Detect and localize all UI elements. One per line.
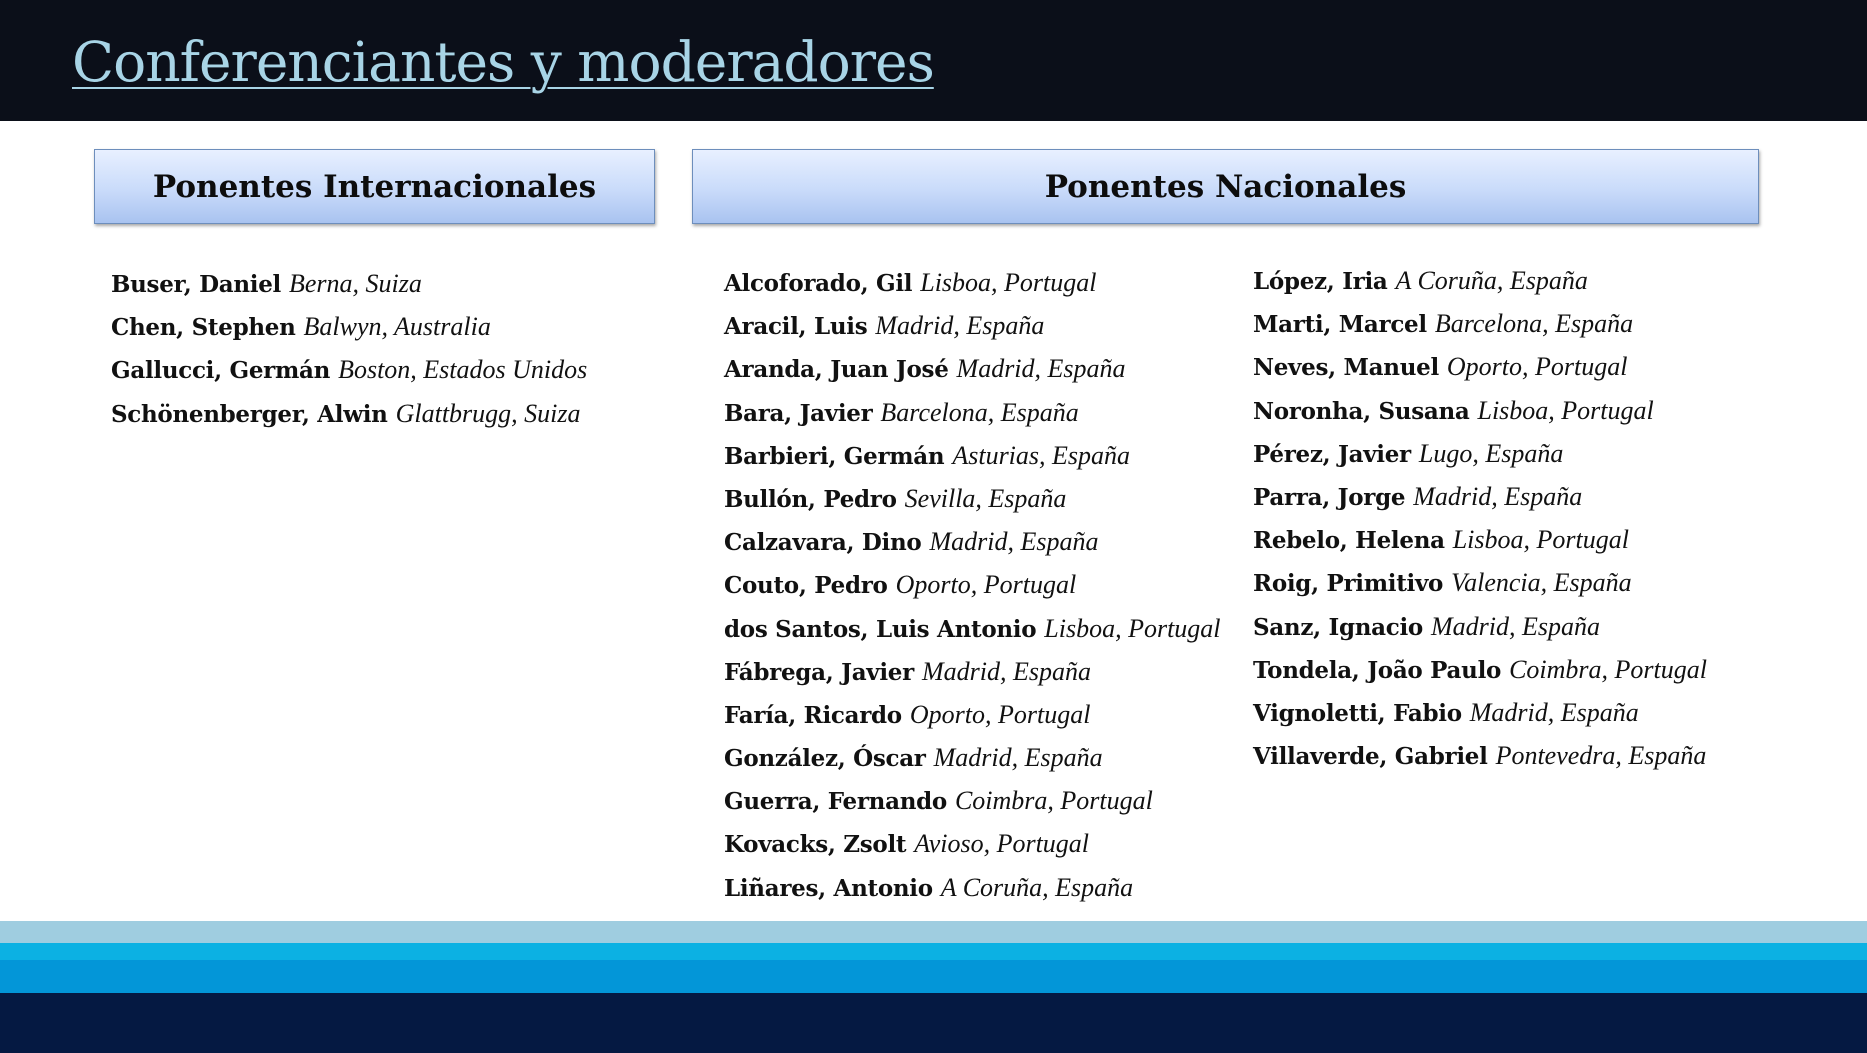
speaker-entry — [724, 866, 1221, 909]
speaker-entry — [1253, 432, 1707, 475]
speaker-entry — [1253, 605, 1707, 648]
speaker-name: Fábrega, Javier — [724, 658, 914, 686]
speaker-entry — [111, 305, 587, 348]
speaker-location: Sevilla, España — [904, 483, 1067, 513]
speaker-location: Lisboa, Portugal — [1452, 525, 1629, 555]
speaker-entry — [1253, 561, 1707, 604]
footer-band-light — [0, 921, 1867, 943]
speaker-name: Neves, Manuel — [1253, 354, 1439, 382]
speaker-location: Lisboa, Portugal — [920, 268, 1097, 297]
speaker-location: Madrid, España — [1430, 611, 1600, 641]
speaker-location: Lugo, España — [1418, 438, 1564, 468]
speaker-location: Avioso, Portugal — [914, 829, 1090, 859]
speaker-entry — [724, 822, 1221, 865]
speaker-name: Kovacks, Zsolt — [724, 831, 907, 859]
speaker-name: Bullón, Pedro — [724, 485, 897, 513]
speaker-location: Madrid, España — [1413, 481, 1583, 511]
speaker-name: Schönenberger, Alwin — [111, 400, 388, 428]
speaker-entry — [111, 262, 587, 305]
speaker-location: A Coruña, España — [940, 872, 1134, 902]
speaker-location: Asturias, España — [952, 440, 1131, 470]
speaker-name: Aranda, Juan José — [724, 356, 949, 384]
national-speakers-header: Ponentes Nacionales — [692, 149, 1759, 224]
speaker-name: González, Óscar — [724, 745, 926, 773]
speaker-entry — [724, 563, 1221, 606]
speaker-name: Parra, Jorge — [1253, 483, 1406, 511]
speaker-entry — [1253, 648, 1707, 691]
footer-band-cyan — [0, 943, 1867, 960]
speaker-location: Berna, Suiza — [288, 269, 422, 298]
international-speakers-header: Ponentes Internacionales — [94, 149, 655, 224]
speaker-entry — [724, 693, 1221, 736]
speaker-entry — [1253, 259, 1707, 302]
speaker-entry — [724, 520, 1221, 563]
international-speakers-list — [111, 262, 587, 435]
speaker-entry — [1253, 389, 1707, 432]
speaker-name: Tondela, João Paulo — [1253, 656, 1502, 684]
speaker-location: Pontevedra, España — [1495, 741, 1707, 771]
speaker-name: López, Iria — [1253, 268, 1388, 295]
speaker-entry — [724, 477, 1221, 520]
speaker-location: Boston, Estados Unidos — [338, 355, 588, 385]
speaker-name: Bara, Javier — [724, 399, 873, 427]
speaker-name: Vignoletti, Fabio — [1253, 699, 1462, 727]
speaker-entry — [111, 348, 587, 391]
speaker-name: Couto, Pedro — [724, 572, 888, 600]
speaker-location: Oporto, Portugal — [895, 570, 1077, 600]
speaker-entry — [111, 392, 587, 435]
speaker-location: Madrid, España — [875, 311, 1045, 341]
footer-band-navy — [0, 993, 1867, 1053]
footer-band-blue — [0, 960, 1867, 993]
speaker-name: Gallucci, Germán — [111, 357, 331, 385]
speaker-name: Pérez, Javier — [1253, 440, 1411, 468]
speaker-entry — [1253, 345, 1707, 388]
national-speakers-list-column-1 — [724, 261, 1221, 909]
speaker-location: Madrid, España — [1469, 697, 1639, 727]
speaker-location: Madrid, España — [921, 656, 1091, 686]
speaker-location: Madrid, España — [933, 743, 1103, 773]
speaker-entry — [724, 391, 1221, 434]
speaker-name: Rebelo, Helena — [1253, 527, 1445, 555]
speaker-entry — [724, 347, 1221, 390]
speaker-entry — [1253, 518, 1707, 561]
speaker-entry — [724, 650, 1221, 693]
speaker-name: Alcoforado, Gil — [724, 270, 913, 297]
speaker-entry — [724, 434, 1221, 477]
speaker-name: Calzavara, Dino — [724, 529, 922, 557]
speaker-location: Madrid, España — [956, 354, 1126, 384]
speaker-location: Coimbra, Portugal — [954, 786, 1153, 816]
speaker-name: Noronha, Susana — [1253, 397, 1470, 425]
speaker-name: Buser, Daniel — [111, 271, 281, 298]
speaker-name: Marti, Marcel — [1253, 311, 1427, 339]
speaker-location: Lisboa, Portugal — [1477, 395, 1654, 425]
speaker-location: Oporto, Portugal — [1446, 352, 1628, 382]
speaker-location: Lisboa, Portugal — [1044, 613, 1221, 643]
speaker-location: Glattbrugg, Suiza — [395, 398, 581, 428]
speaker-entry — [724, 607, 1221, 650]
speaker-entry — [724, 779, 1221, 822]
speaker-entry — [1253, 691, 1707, 734]
speaker-name: Aracil, Luis — [724, 313, 868, 341]
speaker-name: Faría, Ricardo — [724, 701, 902, 729]
title-bar — [0, 0, 1867, 121]
national-speakers-list-column-2 — [1253, 259, 1707, 777]
speaker-name: Sanz, Ignacio — [1253, 613, 1423, 641]
speaker-location: A Coruña, España — [1395, 266, 1588, 295]
speaker-name: Guerra, Fernando — [724, 788, 947, 816]
speaker-entry — [724, 304, 1221, 347]
speaker-name: Roig, Primitivo — [1253, 570, 1444, 598]
speaker-entry — [1253, 734, 1707, 777]
speaker-name: dos Santos, Luis Antonio — [724, 615, 1037, 643]
speaker-name: Chen, Stephen — [111, 314, 296, 342]
speaker-entry — [724, 736, 1221, 779]
speaker-location: Madrid, España — [929, 527, 1099, 557]
speaker-entry — [1253, 302, 1707, 345]
speaker-location: Oporto, Portugal — [909, 699, 1091, 729]
speaker-location: Coimbra, Portugal — [1509, 654, 1707, 684]
speaker-name: Barbieri, Germán — [724, 442, 945, 470]
speaker-location: Valencia, España — [1451, 568, 1632, 598]
speaker-location: Barcelona, España — [880, 397, 1079, 427]
speaker-entry — [724, 261, 1221, 304]
speaker-entry — [1253, 475, 1707, 518]
speaker-name: Villaverde, Gabriel — [1253, 743, 1488, 771]
speaker-name: Liñares, Antonio — [724, 874, 933, 902]
speaker-location: Barcelona, España — [1434, 309, 1634, 339]
page-title: Conferenciantes y moderadores — [72, 30, 934, 94]
speaker-location: Balwyn, Australia — [303, 312, 491, 342]
